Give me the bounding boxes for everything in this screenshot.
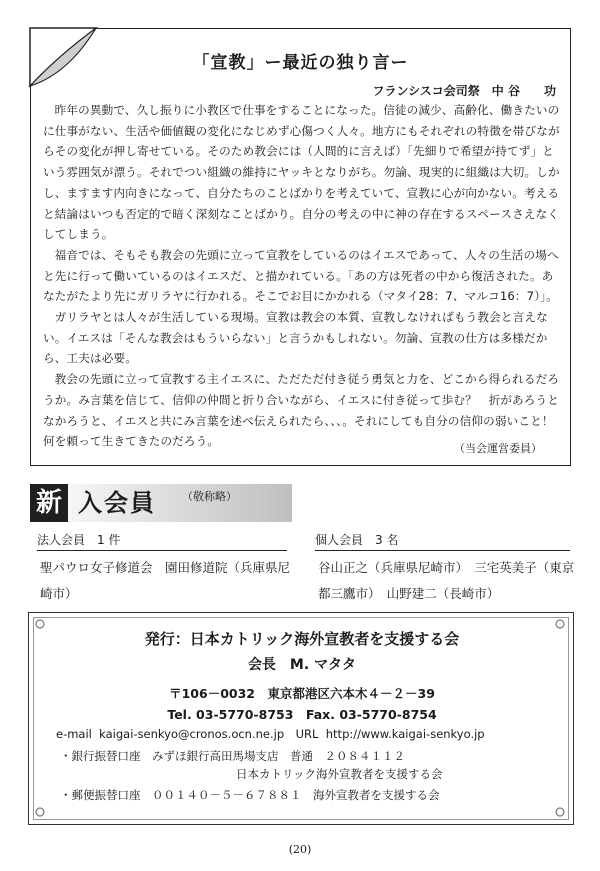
president-name: 会長 M. マタタ (247, 657, 357, 673)
email-url: e-mail kaigai-senkyo@cronos.ocn.ne.jp URL http://www.kaigai-senkyo.jp (56, 727, 485, 741)
article-signoff: （当会運営委員） (454, 442, 542, 455)
publisher-name: 発行：日本カトリック海外宣教者を支援する会 (144, 630, 460, 648)
article-paragraph: ガリラヤとは人々が生活している現場。宣教は教会の本質、宣教しなければもう教会と言えない。イエスは「そんな教会はもういらない」と言うかもしれない。勿論、宣教の仕方は多様だから、工夫は必要。 (43, 310, 548, 366)
bank-account-holder: 日本カトリック海外宣教者を支援する会 (236, 767, 443, 781)
article-paragraph: 昨年の異動で、久し振りに小教区で仕事をすることになった。信徒の減少、高齢化、働きたいのに仕事がない、生活や価値観の変化になじめず心傷つく人々。地方にもそれぞれの特徴を帯びながらその変化が押し寄せている。そのため教会には（人間的に言えば）「先細りで希望が持てず」という雰囲気が漂う。それでつい組織の維持にヤッキとなりがち。勿論、現実的に組織は大切。しかし、ますます内向きになって、自分たちのことばかりを考えていて、宣教に心が向かない。考えると結論はいつも否定的で暗く深刻なことばかり。自分の考えの中に神の存在するスペースさえなくしてしまう。 (43, 103, 560, 242)
page-number: (20) (288, 843, 312, 856)
header-title: 入会員 (78, 489, 156, 517)
corporate-members-list: 聖パウロ女子修道会 園田修道院（兵庫県尼崎市） (40, 560, 291, 601)
phone-fax: Tel. 03-5770-8753 Fax. 03-5770-8754 (167, 707, 437, 722)
article-author: フランシスコ会司祭 中 谷 功 (372, 84, 556, 98)
article-paragraph: 教会の先頭に立って宣教する主イエスに、ただただ付き従う勇気と力を、どこから得られるだろうか。み言葉を信じて、信仰の仲間と折り合いながら、イエスに付き従って歩む？ 折があろうとなかろうと、イエスと共にみ言葉を述べ伝えられたら、、、。それにしても自分の信仰の弱いこと！ 何を頼って生きてきたのだろう。 (43, 372, 566, 449)
header-note: （敬称略） (182, 490, 237, 503)
corner-ornament-icon (554, 806, 566, 818)
corporate-members-label: 法人会員 1 件 (37, 531, 287, 551)
corner-ornament-icon (34, 806, 46, 818)
individual-members-label: 個人会員 3 名 (315, 531, 570, 551)
postal-address: 〒106－0032 東京都港区六本木４－２－39 (169, 686, 435, 701)
article-title: 「宣教」ー最近の独り言ー (192, 53, 409, 73)
article-paragraph: 福音では、そもそも教会の先頭に立って宣教をしているのはイエスであって、人々の生活の場へと先に行って働いているのはイエスだ、と描かれている。「あの方は死者の中から復活された。あなたがたより先にガリラヤに行かれる。そこでお目にかかれる（マタイ28：7、マルコ16：7）」。 (43, 247, 559, 304)
bank-account: ・銀行振替口座 みずほ銀行高田馬場支店 普通 ２０８４１１２ (60, 749, 405, 763)
header-gradient-bar (30, 484, 292, 522)
individual-members-list: 谷山正之（兵庫県尼崎市） 三宅英美子（東京都三鷹市） 山野建二（長崎市） (318, 560, 575, 601)
postal-transfer-account: ・郵便振替口座 ００１４０－５－６７８８１ 海外宣教者を支援する会 (60, 788, 440, 802)
new-members-header (30, 484, 292, 522)
article-body (43, 100, 566, 452)
header-new-char: 新 (30, 484, 68, 522)
